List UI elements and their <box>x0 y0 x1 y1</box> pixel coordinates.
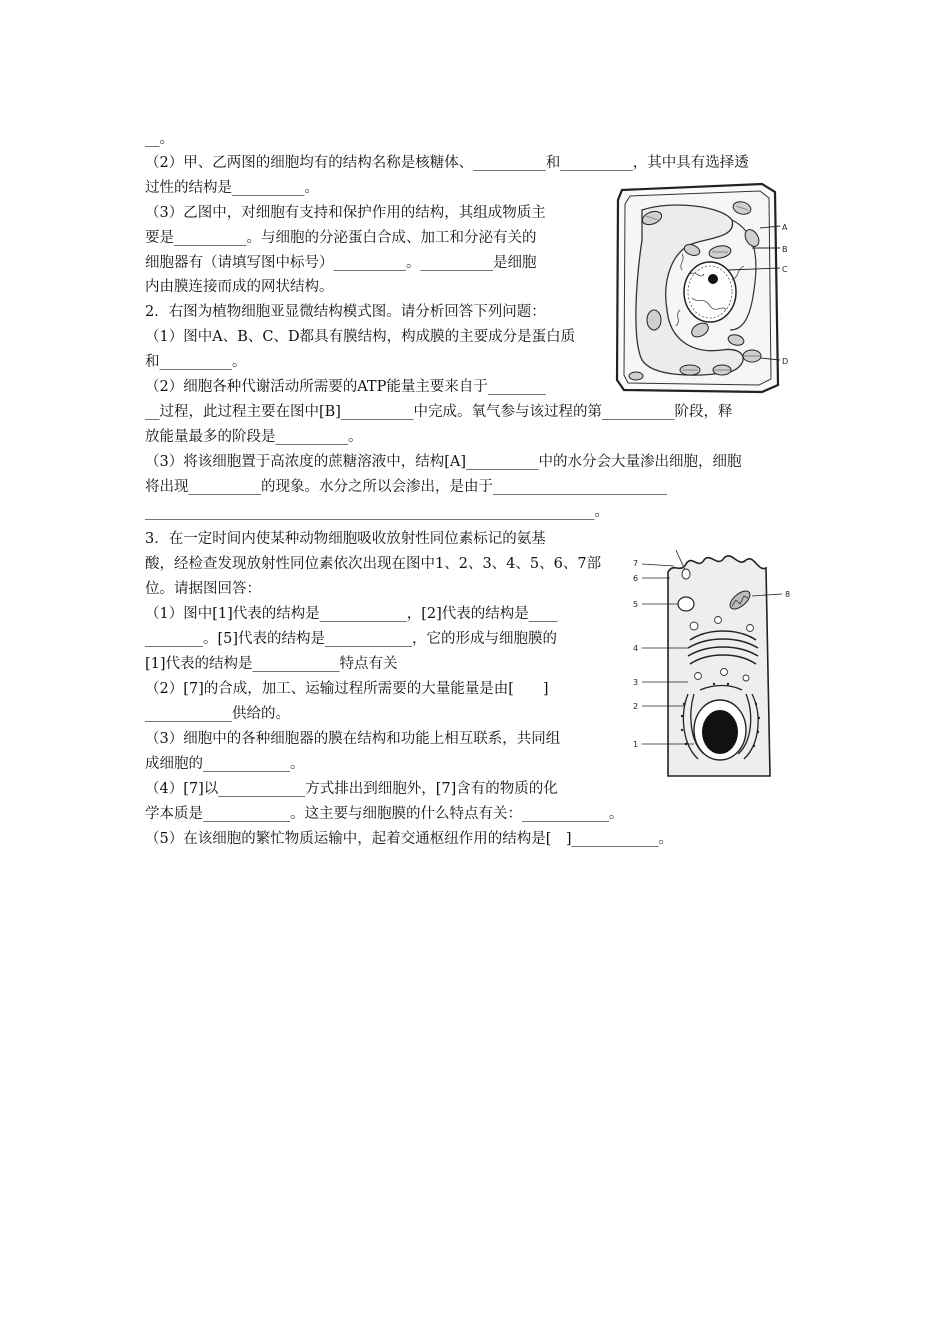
text-line: 和__________。 <box>145 354 247 370</box>
text-line: 过性的结构是__________。 <box>145 180 319 196</box>
text-line: （2）甲、乙两图的细胞均有的结构名称是核糖体、__________和__________，其中具有选择透 <box>145 155 749 171</box>
text-line: 2．右图为植物细胞亚显微结构模式图。请分析回答下列问题： <box>145 304 546 320</box>
text-line: （3）细胞中的各种细胞器的膜在结构和功能上相互联系，共同组 <box>145 731 561 747</box>
text-line: __过程，此过程主要在图中[B]__________中完成。氧气参与该过程的第__________阶段，释 <box>145 404 733 420</box>
text-line: 将出现__________的现象。水分之所以会渗出，是由于________________________ <box>145 479 667 495</box>
plant-cell-figure <box>612 180 792 398</box>
label-C: C <box>782 265 788 274</box>
label-A: A <box>782 223 788 232</box>
label-D: D <box>782 357 789 366</box>
text-line: 位。请据图回答： <box>145 581 261 597</box>
text-line: 成细胞的____________。 <box>145 756 305 772</box>
label-1: 1 <box>633 740 639 749</box>
label-3: 3 <box>633 678 639 687</box>
text-line: ________。[5]代表的结构是____________，它的形成与细胞膜的 <box>145 631 558 647</box>
label-4: 4 <box>633 644 639 653</box>
text-line: （3）将该细胞置于高浓度的蔗糖溶液中，结构[A]__________中的水分会大量渗出细胞，细胞 <box>145 454 742 470</box>
label-8: 8 <box>785 590 791 599</box>
text-line: [1]代表的结构是____________特点有关 <box>145 656 398 672</box>
text-line: 内由膜连接而成的网状结构。 <box>145 279 334 295</box>
text-line: （4）[7]以____________方式排出到细胞外，[7]含有的物质的化 <box>145 781 558 797</box>
text-line: 酸，经检查发现放射性同位素依次出现在图中1、2、3、4、5、6、7部 <box>145 556 602 572</box>
text-line: （5）在该细胞的繁忙物质运输中，起着交通枢纽作用的结构是[ ]____________。 <box>145 831 674 847</box>
text-line: ____________供给的。 <box>145 706 290 722</box>
label-2: 2 <box>633 702 639 711</box>
label-6: 6 <box>633 574 639 583</box>
text-line: 要是__________。与细胞的分泌蛋白合成、加工和分泌有关的 <box>145 230 537 246</box>
label-B: B <box>782 245 788 254</box>
text-line: 学本质是____________。这主要与细胞膜的什么特点有关：____________。 <box>145 806 624 822</box>
text-line: __。 <box>145 131 174 147</box>
text-line: （3）乙图中，对细胞有支持和保护作用的结构，其组成物质主 <box>145 205 546 221</box>
label-7: 7 <box>633 559 639 568</box>
text-line: （1）图中A、B、C、D都具有膜结构，构成膜的主要成分是蛋白质 <box>145 329 576 345</box>
text-line: （2）细胞各种代谢活动所需要的ATP能量主要来自于________ <box>145 379 546 395</box>
text-line: 细胞器有（请填写图中标号）__________。__________是细胞 <box>145 255 537 271</box>
label-5: 5 <box>633 600 639 609</box>
animal-cell-figure <box>628 544 818 784</box>
text-line: 3．在一定时间内使某种动物细胞吸收放射性同位素标记的氨基 <box>145 531 546 547</box>
text-line: 放能量最多的阶段是__________。 <box>145 429 363 445</box>
text-line: （1）图中[1]代表的结构是____________，[2]代表的结构是____ <box>145 606 558 622</box>
text-line: ______________________________________________________________。 <box>145 504 609 520</box>
text-line: （2）[7]的合成，加工、运输过程所需要的大量能量是由[ ] <box>145 681 549 697</box>
